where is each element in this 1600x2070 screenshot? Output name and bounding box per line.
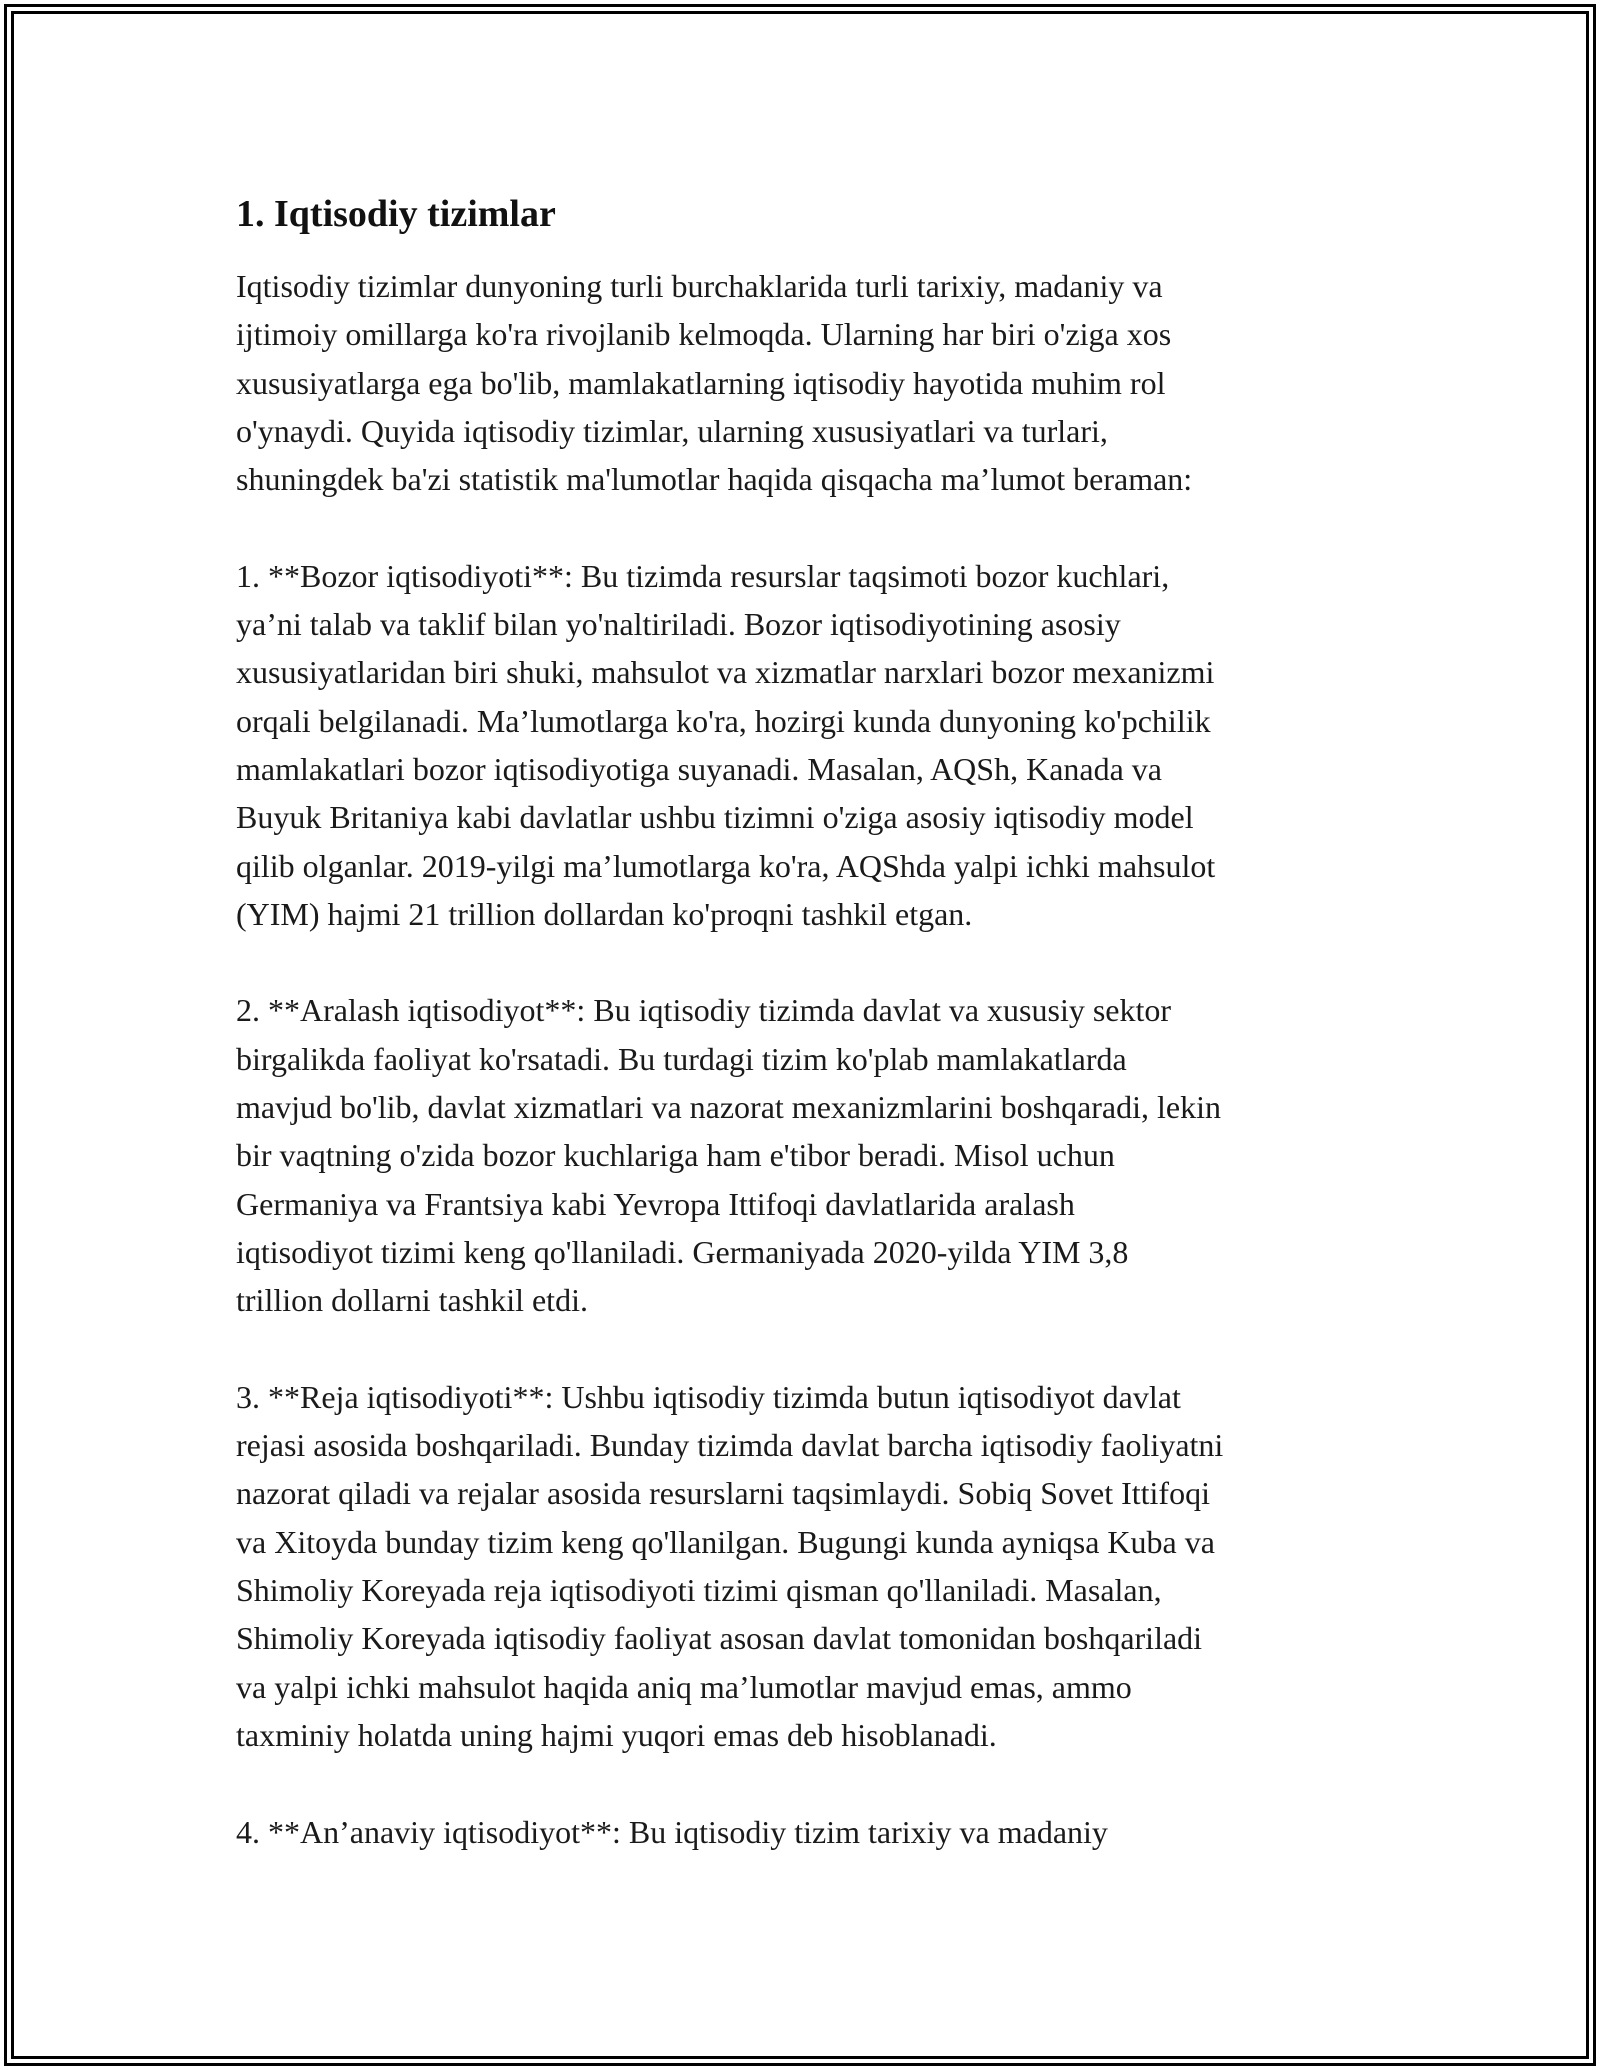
text-line: trillion dollarni tashkil etdi. xyxy=(236,1282,588,1319)
text-line: Germaniya va Frantsiya kabi Yevropa Ittifoqi davlatlarida aralash xyxy=(236,1185,1075,1222)
text-line: o'ynaydi. Quyida iqtisodiy tizimlar, ularning xususiyatlari va turlari, xyxy=(236,412,1108,449)
text-line: Iqtisodiy tizimlar dunyoning turli burchaklarida turli tarixiy, madaniy va xyxy=(236,268,1163,304)
intro-paragraph xyxy=(236,262,1386,503)
mixed-economy-paragraph xyxy=(236,986,1386,1324)
market-economy-paragraph xyxy=(236,552,1386,938)
text-line: va yalpi ichki mahsulot haqida aniq ma’lumotlar mavjud emas, ammo xyxy=(236,1668,1132,1705)
text-line: ijtimoiy omillarga ko'ra rivojlanib kelmoqda. Ularning har biri o'ziga xos xyxy=(236,316,1172,353)
text-line: va Xitoyda bunday tizim keng qo'llanilgan. Bugungi kunda ayniqsa Kuba va xyxy=(236,1523,1215,1560)
text-line: bir vaqtning o'zida bozor kuchlariga ham e'tibor beradi. Misol uchun xyxy=(236,1137,1115,1174)
text-line: mamlakatlari bozor iqtisodiyotiga suyanadi. Masalan, AQSh, Kanada va xyxy=(236,750,1162,787)
text-line: Buyuk Britaniya kabi davlatlar ushbu tizimni o'ziga asosiy iqtisodiy model xyxy=(236,799,1194,836)
text-line: iqtisodiyot tizimi keng qo'llaniladi. Germaniyada 2020-yilda YIM 3,8 xyxy=(236,1233,1129,1270)
text-line: xususiyatlaridan biri shuki, mahsulot va xizmatlar narxlari bozor mexanizmi xyxy=(236,654,1215,691)
text-line: Shimoliy Koreyada reja iqtisodiyoti tizimi qisman qo'llaniladi. Masalan, xyxy=(236,1572,1162,1609)
text-line: 1. **Bozor iqtisodiyoti**: Bu tizimda resurslar taqsimoti bozor kuchlari, xyxy=(236,557,1170,594)
text-line: 4. **An’anaviy iqtisodiyot**: Bu iqtisodiy tizim tarixiy va madaniy xyxy=(236,1813,1108,1850)
text-line: birgalikda faoliyat ko'rsatadi. Bu turdagi tizim ko'plab mamlakatlarda xyxy=(236,1040,1127,1077)
text-line: taxminiy holatda uning hajmi yuqori emas deb hisoblanadi. xyxy=(236,1716,997,1753)
text-line: shuningdek ba'zi statistik ma'lumotlar haqida qisqacha ma’lumot beraman: xyxy=(236,461,1193,498)
text-line: nazorat qiladi va rejalar asosida resurslarni taqsimlaydi. Sobiq Sovet Ittifoqi xyxy=(236,1475,1210,1512)
text-line: (YIM) hajmi 21 trillion dollardan ko'proqni tashkil etgan. xyxy=(236,895,973,932)
text-line: 3. **Reja iqtisodiyoti**: Ushbu iqtisodiy tizimda butun iqtisodiyot davlat xyxy=(236,1378,1181,1415)
text-line: 2. **Aralash iqtisodiyot**: Bu iqtisodiy tizimda davlat va xususiy sektor xyxy=(236,992,1172,1029)
text-line: rejasi asosida boshqariladi. Bunday tizimda davlat barcha iqtisodiy faoliyatni xyxy=(236,1427,1224,1464)
text-line: Shimoliy Koreyada iqtisodiy faoliyat asosan davlat tomonidan boshqariladi xyxy=(236,1620,1203,1657)
text-line: mavjud bo'lib, davlat xizmatlari va nazorat mexanizmlarini boshqaradi, lekin xyxy=(236,1089,1221,1126)
text-line: ya’ni talab va taklif bilan yo'naltiriladi. Bozor iqtisodiyotining asosiy xyxy=(236,606,1121,643)
text-line: qilib olganlar. 2019-yilgi ma’lumotlarga ko'ra, AQShda yalpi ichki mahsulot xyxy=(236,847,1216,884)
text-line: orqali belgilanadi. Ma’lumotlarga ko'ra, hozirgi kunda dunyoning ko'pchilik xyxy=(236,702,1211,739)
text-line: xususiyatlarga ega bo'lib, mamlakatlarning iqtisodiy hayotida muhim rol xyxy=(236,364,1166,401)
traditional-economy-paragraph xyxy=(236,1808,1386,1856)
planned-economy-paragraph xyxy=(236,1373,1386,1759)
document-body xyxy=(236,186,1386,1904)
document-title: 1. Iqtisodiy tizimlar xyxy=(236,193,556,235)
